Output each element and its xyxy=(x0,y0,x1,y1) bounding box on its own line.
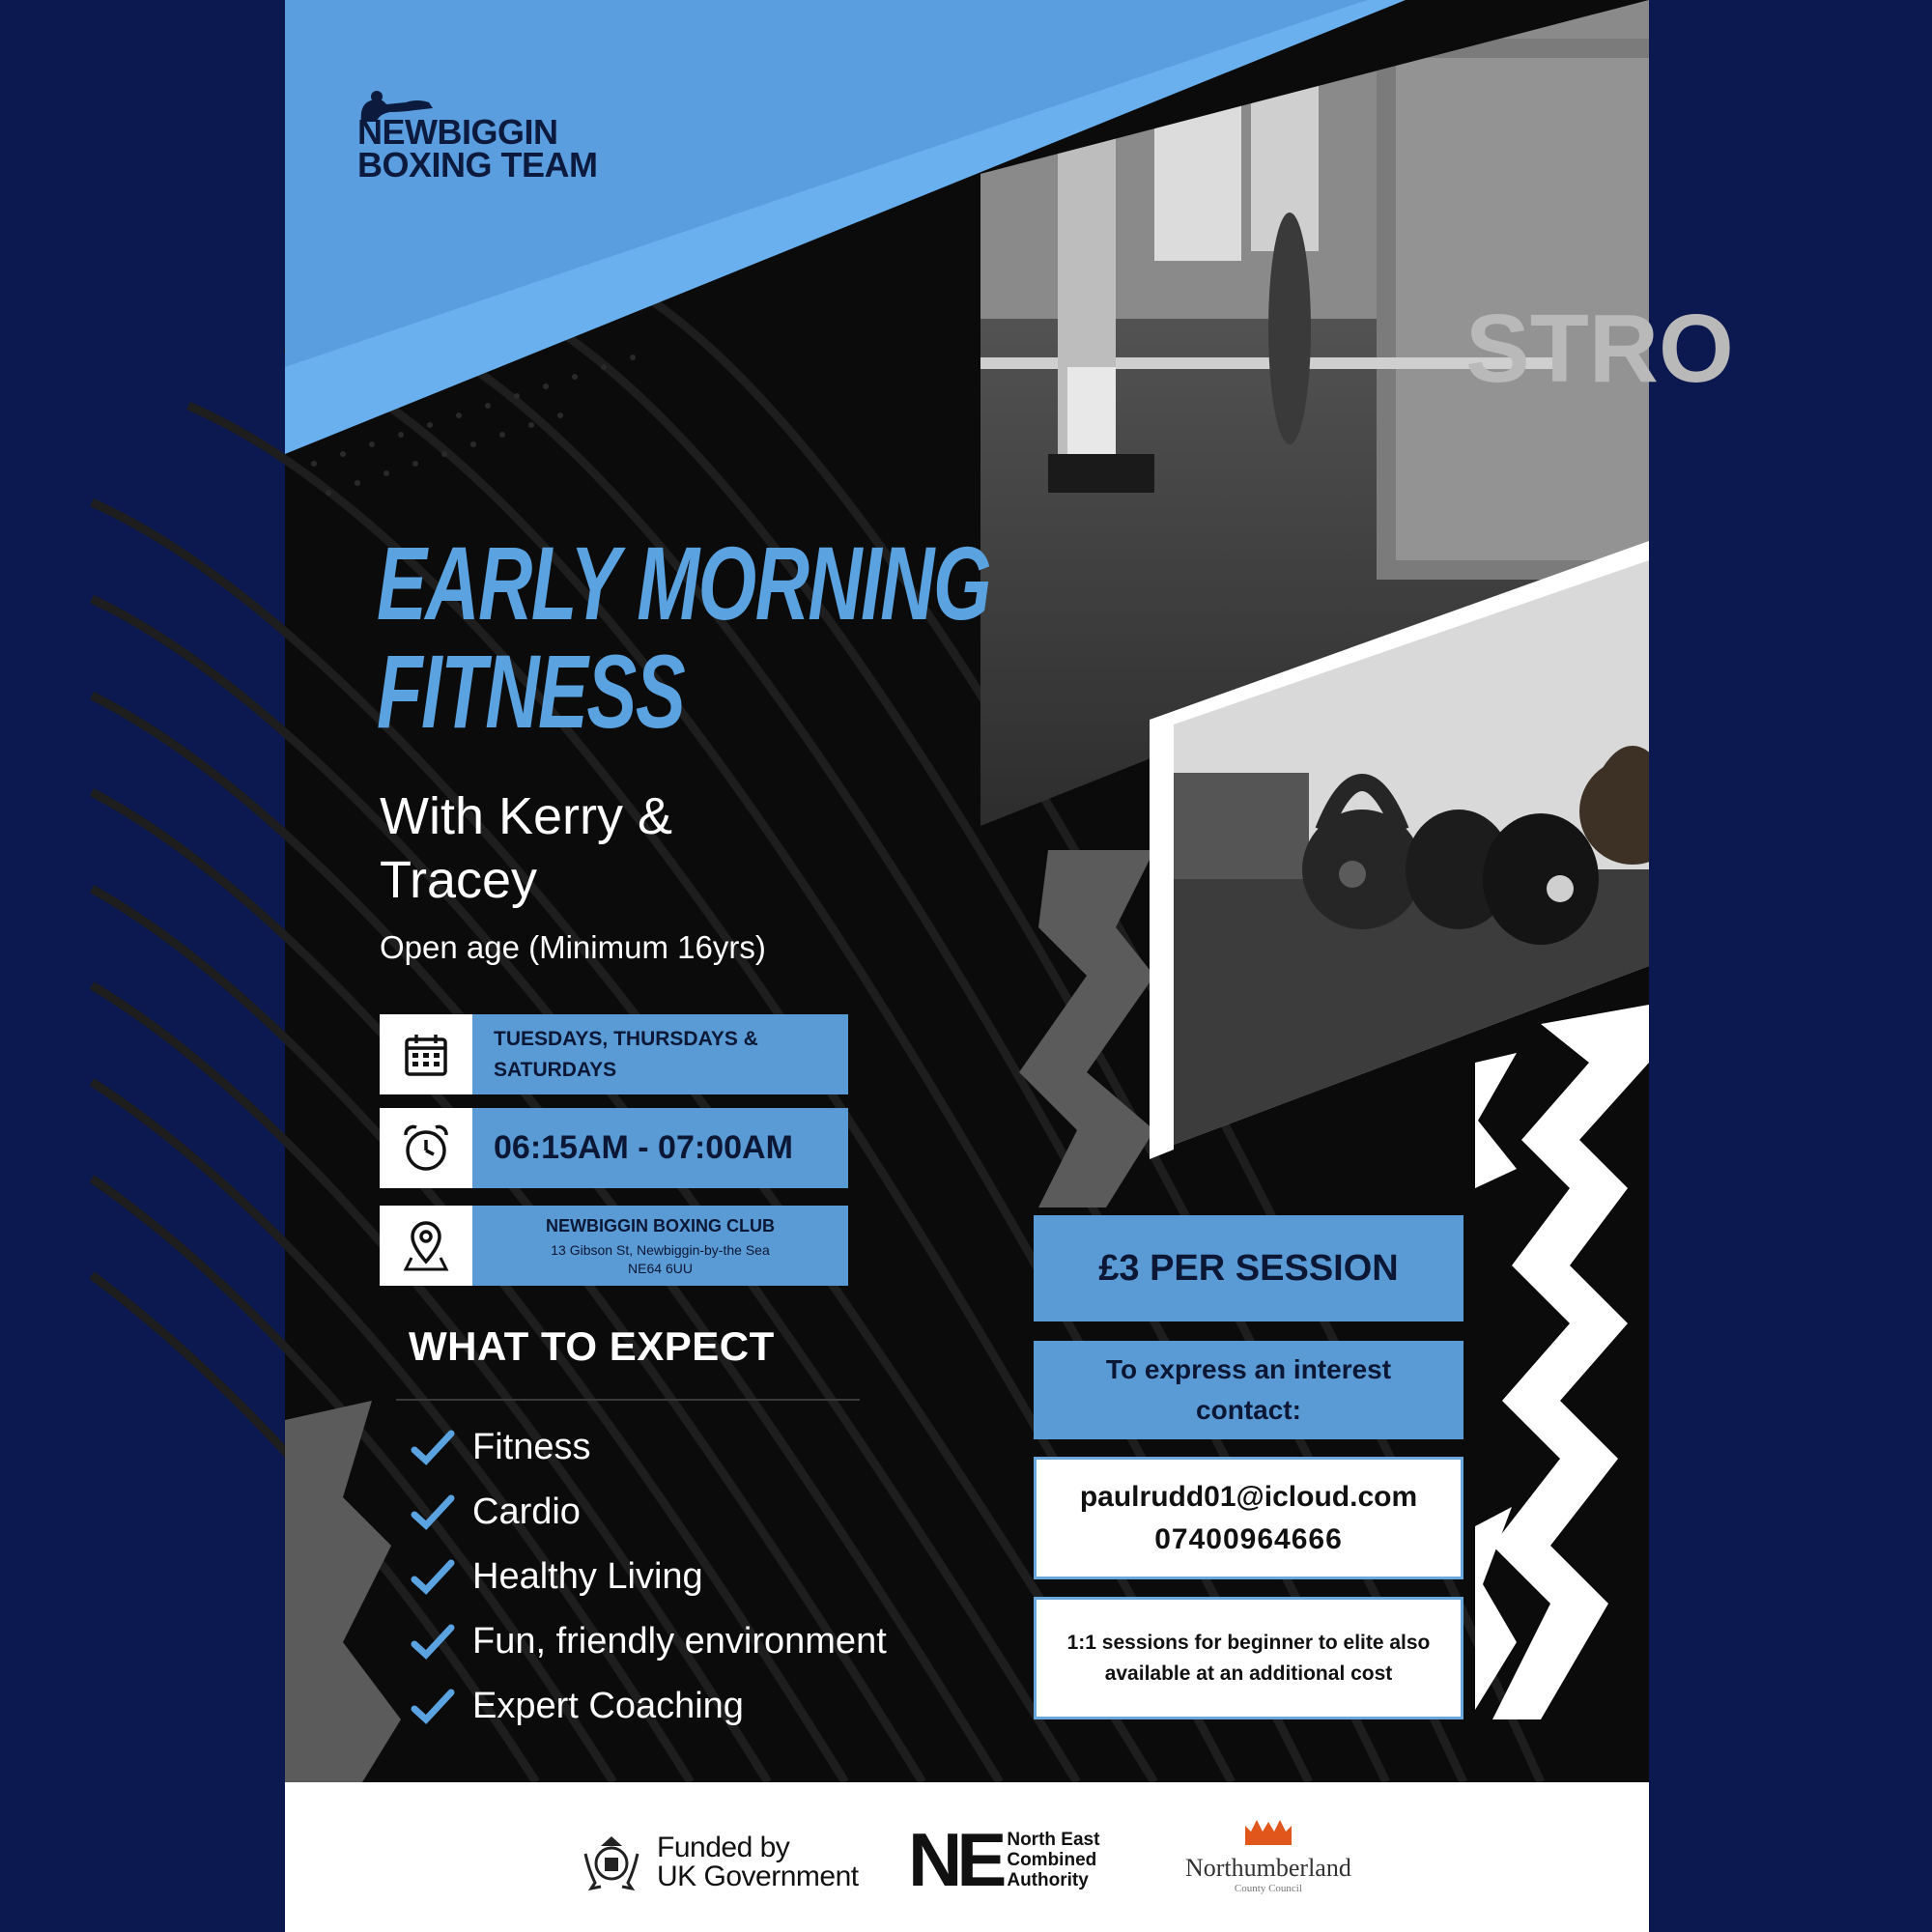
northumberland-council xyxy=(1185,1816,1351,1894)
checkmark-icon xyxy=(411,1429,455,1467)
interest-box: To express an interest contact: xyxy=(1034,1341,1463,1439)
expect-heading: WHAT TO EXPECT xyxy=(409,1323,775,1369)
one-to-one-box: 1:1 sessions for beginner to elite also available at an additional cost xyxy=(1034,1597,1463,1719)
uk-gov-funding xyxy=(580,1833,859,1892)
venue-row xyxy=(380,1206,848,1286)
checkmark-icon xyxy=(411,1558,455,1597)
poster xyxy=(285,0,1734,1932)
instructors-subtitle: With Kerry & Tracey xyxy=(380,787,673,909)
expect-item-text: Fitness xyxy=(472,1427,591,1467)
newbiggin-logo xyxy=(357,87,638,193)
north-east-combined-authority xyxy=(908,1817,1100,1902)
ne-logo-mark: NE xyxy=(908,1817,1002,1902)
time-row xyxy=(380,1108,848,1188)
divider xyxy=(396,1399,860,1401)
calendar-icon xyxy=(380,1014,472,1094)
checkmark-icon xyxy=(411,1623,455,1662)
venue-address-line1: 13 Gibson St, Newbiggin-by-the Sea xyxy=(551,1241,770,1258)
location-pin-icon xyxy=(380,1206,472,1286)
nland-sub: County Council xyxy=(1234,1883,1302,1894)
event-title xyxy=(377,525,991,750)
alarm-clock-icon xyxy=(380,1108,472,1188)
funded-line2: UK Government xyxy=(657,1861,859,1892)
contact-email[interactable]: paulrudd01@icloud.com xyxy=(1079,1480,1418,1513)
expect-item-text: Cardio xyxy=(472,1492,581,1532)
funded-line1: Funded by xyxy=(657,1832,790,1863)
checkmark-icon xyxy=(411,1688,455,1726)
time-text: 06:15AM - 07:00AM xyxy=(472,1108,848,1188)
list-item xyxy=(411,1609,887,1674)
logo-line1: NEWBIGGIN xyxy=(357,112,558,152)
expect-item-text: Fun, friendly environment xyxy=(472,1621,887,1662)
checkmark-icon xyxy=(411,1493,455,1532)
funders-footer xyxy=(285,1782,1649,1932)
nec-line3: Authority xyxy=(1007,1869,1089,1890)
logo-line2: BOXING TEAM xyxy=(357,145,598,185)
days-text: TUESDAYS, THURSDAYS & SATURDAYS xyxy=(472,1014,848,1094)
venue-name: NEWBIGGIN BOXING CLUB xyxy=(546,1215,775,1236)
contact-box xyxy=(1034,1457,1463,1579)
contact-phone[interactable]: 07400964666 xyxy=(1154,1522,1343,1555)
title-line1: EARLY MORNING xyxy=(377,525,991,641)
list-item xyxy=(411,1415,887,1480)
crate-text: STRO xyxy=(1465,295,1734,403)
price-box: £3 PER SESSION xyxy=(1034,1215,1463,1321)
expect-list xyxy=(411,1415,887,1739)
expect-item-text: Healthy Living xyxy=(472,1556,703,1597)
nec-line1: North East xyxy=(1007,1829,1100,1850)
venue-text xyxy=(472,1206,848,1286)
days-row xyxy=(380,1014,848,1094)
royal-crest-icon xyxy=(580,1833,643,1892)
nec-line2: Combined xyxy=(1007,1849,1097,1870)
venue-address-line2: NE64 6UU xyxy=(628,1260,693,1276)
age-note: Open age (Minimum 16yrs) xyxy=(380,929,766,965)
list-item xyxy=(411,1674,887,1739)
list-item xyxy=(411,1545,887,1609)
nland-name: Northumberland xyxy=(1185,1854,1351,1882)
title-line2: FITNESS xyxy=(377,633,685,750)
castle-logo-icon xyxy=(1239,1816,1297,1849)
expect-item-text: Expert Coaching xyxy=(472,1686,744,1726)
list-item xyxy=(411,1480,887,1545)
